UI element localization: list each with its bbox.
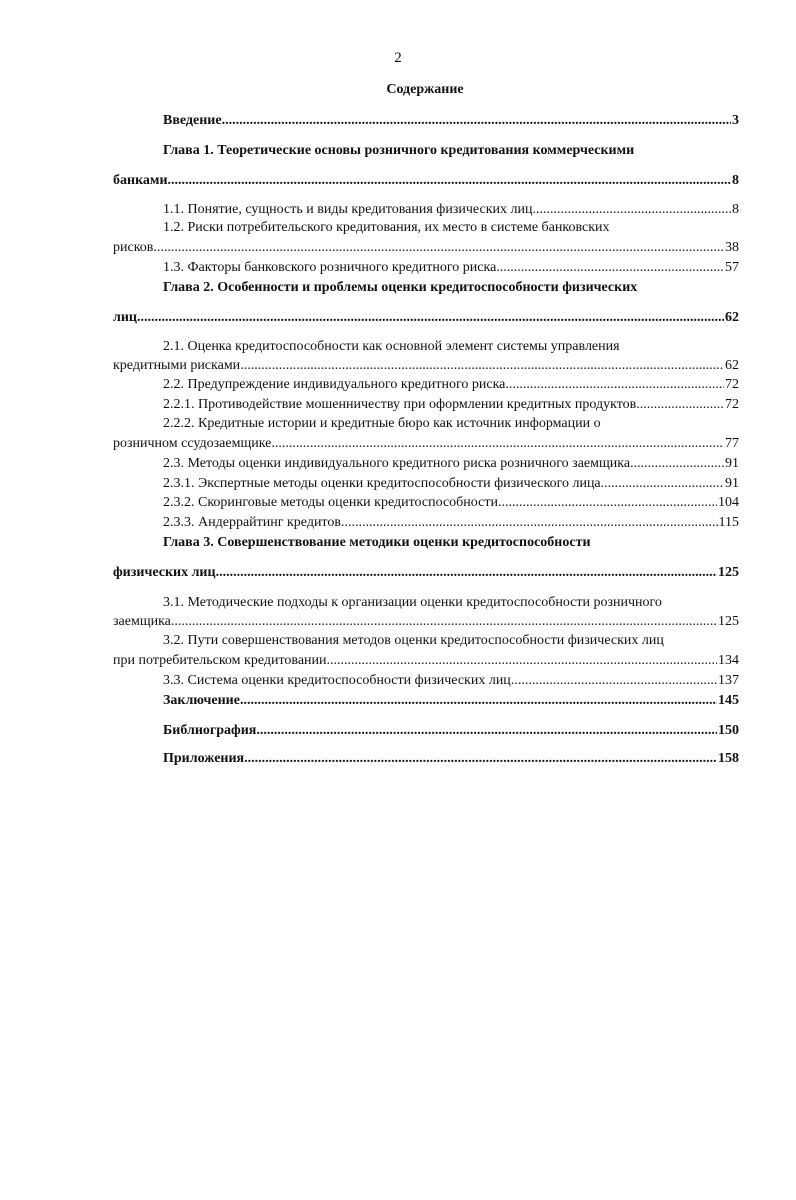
- toc-entry-title: Заключение: [163, 693, 240, 708]
- leader-dots: [222, 111, 731, 131]
- toc-entry-3-3[interactable]: [163, 671, 739, 691]
- toc-entry-bibliography[interactable]: [163, 721, 739, 741]
- toc-entry-page: 3: [732, 113, 739, 128]
- toc-entry-title: при потребительском кредитовании: [113, 653, 327, 668]
- toc-entry-chapter-3[interactable]: [113, 563, 739, 583]
- toc-entry-title: 2.3.1. Экспертные методы оценки кредитоспособности физического лица: [163, 476, 601, 491]
- toc-entry-chapter-1[interactable]: [113, 171, 739, 191]
- toc-entry-page: 77: [725, 436, 739, 451]
- toc-entry-2-1-line1: 2.1. Оценка кредитоспособности как основной элемент системы управления: [163, 339, 620, 354]
- toc-entry-2-3[interactable]: [163, 454, 739, 474]
- toc-entry-2-2-2-line1: 2.2.2. Кредитные истории и кредитные бюро как источник информации о: [163, 416, 601, 431]
- toc-entry-title: банками: [113, 173, 168, 188]
- leader-dots: [496, 258, 724, 278]
- toc-entry-3-1[interactable]: [113, 612, 739, 632]
- toc-entry-page: 158: [718, 751, 739, 766]
- toc-entry-page: 8: [732, 173, 739, 188]
- toc-entry-2-3-3[interactable]: [163, 513, 739, 533]
- leader-dots: [511, 671, 717, 691]
- toc-entry-2-1[interactable]: [113, 356, 739, 376]
- toc-entry-appendices[interactable]: [163, 749, 739, 769]
- toc-entry-page: 125: [718, 565, 739, 580]
- toc-entry-page: 8: [732, 202, 739, 217]
- leader-dots: [505, 375, 724, 395]
- leader-dots: [240, 691, 717, 711]
- toc-entry-title: лиц: [113, 310, 137, 325]
- toc-entry-2-3-2[interactable]: [163, 493, 739, 513]
- leader-dots: [341, 513, 718, 533]
- toc-entry-title: 3.3. Система оценки кредитоспособности физических лиц: [163, 673, 511, 688]
- toc-entry-2-2-2[interactable]: [113, 434, 739, 454]
- toc-entry-2-2-1[interactable]: [163, 395, 739, 415]
- leader-dots: [327, 651, 717, 671]
- toc-entry-title: заемщика: [113, 614, 171, 629]
- leader-dots: [171, 612, 717, 632]
- toc-entry-page: 62: [725, 358, 739, 373]
- toc-entry-page: 115: [718, 515, 739, 530]
- leader-dots: [240, 356, 724, 376]
- toc-entry-page: 62: [725, 310, 739, 325]
- toc-entry-3-2[interactable]: [113, 651, 739, 671]
- leader-dots: [168, 171, 731, 191]
- toc-heading: Содержание: [386, 82, 464, 97]
- toc-entry-title: кредитными рисками: [113, 358, 241, 373]
- leader-dots: [630, 454, 724, 474]
- leader-dots: [601, 474, 724, 494]
- page-number: 2: [394, 50, 402, 66]
- toc-entry-intro[interactable]: [163, 111, 739, 131]
- toc-entry-2-3-1[interactable]: [163, 474, 739, 494]
- leader-dots: [153, 238, 724, 258]
- toc-entry-conclusion[interactable]: [163, 691, 739, 711]
- toc-entry-2-2[interactable]: [163, 375, 739, 395]
- leader-dots: [532, 200, 731, 220]
- toc-entry-page: 145: [718, 693, 739, 708]
- chapter-2-title: Глава 2. Особенности и проблемы оценки кредитоспособности физических: [163, 280, 638, 295]
- toc-entry-page: 72: [725, 377, 739, 392]
- leader-dots: [244, 749, 717, 769]
- toc-entry-1-3[interactable]: [163, 258, 739, 278]
- leader-dots: [636, 395, 724, 415]
- toc-entry-chapter-2[interactable]: [113, 308, 739, 328]
- toc-entry-title: Библиография: [163, 723, 257, 738]
- leader-dots: [271, 434, 724, 454]
- toc-entry-page: 91: [725, 456, 739, 471]
- toc-entry-title: Введение: [163, 113, 222, 128]
- toc-entry-title: 2.2.1. Противодействие мошенничеству при оформлении кредитных продуктов: [163, 397, 637, 412]
- toc-entry-1-2[interactable]: [113, 238, 739, 258]
- toc-entry-page: 150: [718, 723, 739, 738]
- toc-entry-title: Приложения: [163, 751, 245, 766]
- leader-dots: [137, 308, 724, 328]
- toc-entry-title: 2.2. Предупреждение индивидуального кредитного риска: [163, 377, 506, 392]
- toc-entry-3-2-line1: 3.2. Пути совершенствования методов оценки кредитоспособности физических лиц: [163, 633, 664, 648]
- toc-entry-title: физических лиц: [113, 565, 216, 580]
- toc-entry-title: 2.3.3. Андеррайтинг кредитов: [163, 515, 341, 530]
- toc-entry-3-1-line1: 3.1. Методические подходы к организации оценки кредитоспособности розничного: [163, 595, 662, 610]
- leader-dots: [501, 493, 717, 513]
- toc-entry-page: 72: [725, 397, 739, 412]
- toc-entry-page: 57: [725, 260, 739, 275]
- chapter-3-title: Глава 3. Совершенствование методики оценки кредитоспособности: [163, 535, 591, 550]
- chapter-1-title: Глава 1. Теоретические основы розничного кредитования коммерческими: [163, 143, 635, 158]
- toc-entry-page: 104: [718, 495, 739, 510]
- leader-dots: [216, 563, 717, 583]
- toc-entry-title: 2.3.2. Скоринговые методы оценки кредитоспособности.: [163, 495, 502, 510]
- toc-entry-page: 91: [725, 476, 739, 491]
- toc-entry-1-2-line1: 1.2. Риски потребительского кредитования, их место в системе банковских: [163, 220, 610, 235]
- toc-entry-1-1[interactable]: [163, 200, 739, 220]
- toc-entry-page: 38: [725, 240, 739, 255]
- toc-entry-title: 2.3. Методы оценки индивидуального кредитного риска розничного заемщика: [163, 456, 631, 471]
- toc-entry-title: рисков: [113, 240, 154, 255]
- toc-entry-title: розничном ссудозаемщике: [113, 436, 272, 451]
- toc-entry-page: 134: [718, 653, 739, 668]
- toc-entry-page: 137: [718, 673, 739, 688]
- toc-entry-title: 1.3. Факторы банковского розничного кредитного риска: [163, 260, 497, 275]
- toc-entry-page: 125: [718, 614, 739, 629]
- leader-dots: [256, 721, 717, 741]
- toc-entry-title: 1.1. Понятие, сущность и виды кредитования физических лиц: [163, 202, 533, 217]
